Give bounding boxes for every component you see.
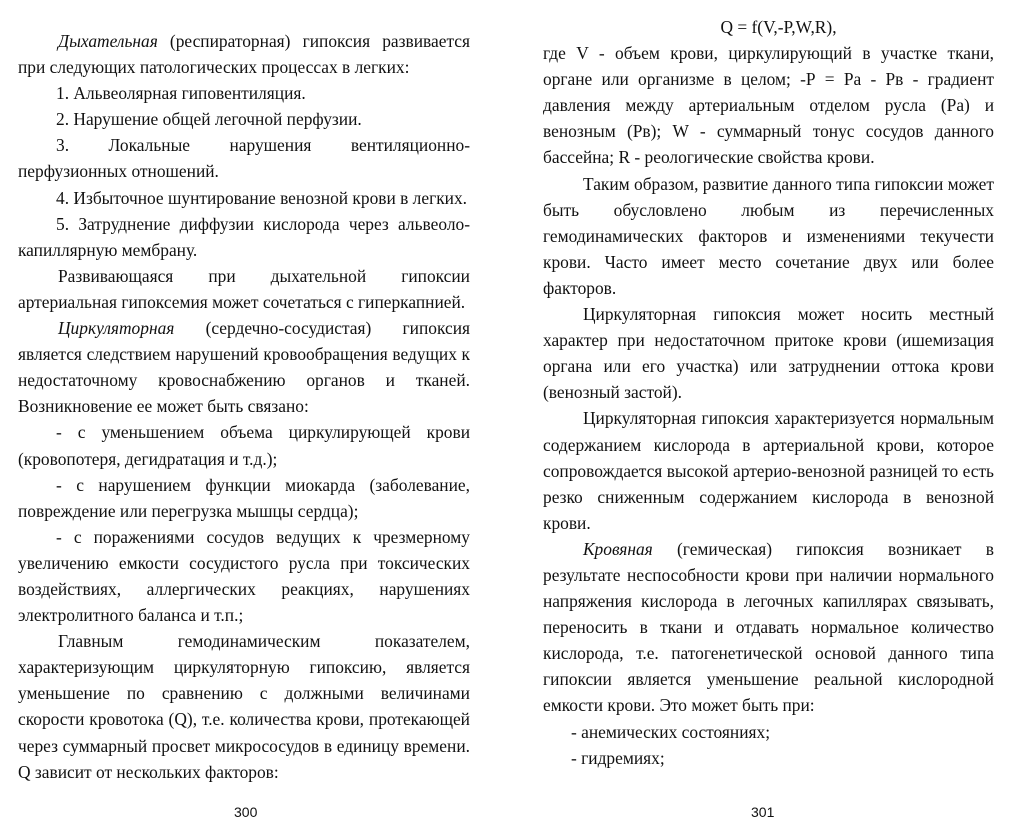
paragraph-hypoxemia: Развивающаяся при дыхательной гипоксии артериальная гипоксемия может сочетаться с гиперкапнией. [18,265,470,312]
paragraph-oxygen-content: Циркуляторная гипоксия характеризуется нормальным содержанием кислорода в артериальной крови, которое сопровождается высокой артерио-венозной разницей то есть резко сниженным содержанием кислорода в венозной крови. [543,408,994,533]
list-item: 1. Альвеолярная гиповентиляция. [56,83,306,104]
term-circulatory: Циркуляторная [58,318,175,339]
dash-item: - с нарушением функции миокарда (заболевание, повреждение или перегрузка мышцы сердца); [18,474,470,521]
paragraph-blood-flow: Главным гемодинамическим показателем, характеризующим циркуляторную гипоксию, является уменьшение по сравнению с должными величинами скорости кровотока (Q), т.е. количества крови, протекающей через суммарный просвет микрососудов в единицу времени. Q зависит от нескольких факторов: [18,631,470,782]
term-hemic: Кровяная [583,538,653,559]
list-item: 2. Нарушение общей легочной перфузии. [56,109,362,130]
dash-item: - анемических состояниях; [571,721,771,742]
page-number-left: 300 [234,804,258,820]
list-item: 3. Локальные нарушения вентиляционно-перфузионных отношений. [18,135,470,182]
dash-item: - с поражениями сосудов ведущих к чрезмерному увеличению емкости сосудистого русла при токсических воздействиях, аллергических реакциях, нарушениях электролитного баланса и т.п.; [18,526,470,626]
dash-item: - гидремиях; [571,747,665,768]
dash-item: - с уменьшением объема циркулирующей крови (кровопотеря, дегидратация и т.д.); [18,422,470,469]
list-item: 4. Избыточное шунтирование венозной крови в легких. [56,187,468,208]
right-page [543,14,994,771]
paragraph-local-character: Циркуляторная гипоксия может носить местный характер при недостаточном притоке крови (ишемизация органа или его участка) или затруднении оттока крови (венозный застой). [543,304,994,403]
page-number-right: 301 [751,804,775,820]
formula: Q = f(V,-P,W,R), [720,17,837,37]
paragraph-hemic-hypoxia: Кровяная (гемическая) гипоксия возникает в результате неспособности крови при наличии нормального напряжения кислорода в легочных капиллярах связывать, переносить в ткани и отдавать нормальное количество кислорода, т.е. патогенетической основой данного типа гипоксии является уменьшение реальной кислородной емкости крови. Это может быть при: [543,538,994,716]
left-page [18,28,470,785]
paragraph-conclusion: Таким образом, развитие данного типа гипоксии может быть обусловлено любым из перечисленных гемодинамических факторов и изменениями текучести крови. Часто имеет место сочетание двух или более факторов. [543,173,994,298]
list-item: 5. Затруднение диффузии кислорода через альвеоло-капиллярную мембрану. [18,213,470,260]
dash-list [543,719,994,771]
paragraph-respiratory-hypoxia: Дыхательная (респираторная) гипоксия развивается при следующих патологических процессах в легких: [18,31,470,78]
paragraph-formula-legend: где V - объем крови, циркулирующий в участке ткани, органе или организме в целом; -Р = Ра - Рв - градиент давления между артериальным отделом русла (Ра) и венозным (Рв); W - суммарный тонус сосудов данного бассейна; R - реологические свойства крови. [543,43,994,168]
term-respiratory: Дыхательная [58,31,158,51]
paragraph-circulatory-hypoxia: Циркуляторная (сердечно-сосудистая) гипоксия является следствием нарушений кровообращения ведущих к недостаточному кровоснабжению органов и тканей. Возникновение ее может быть связано: [18,318,470,417]
